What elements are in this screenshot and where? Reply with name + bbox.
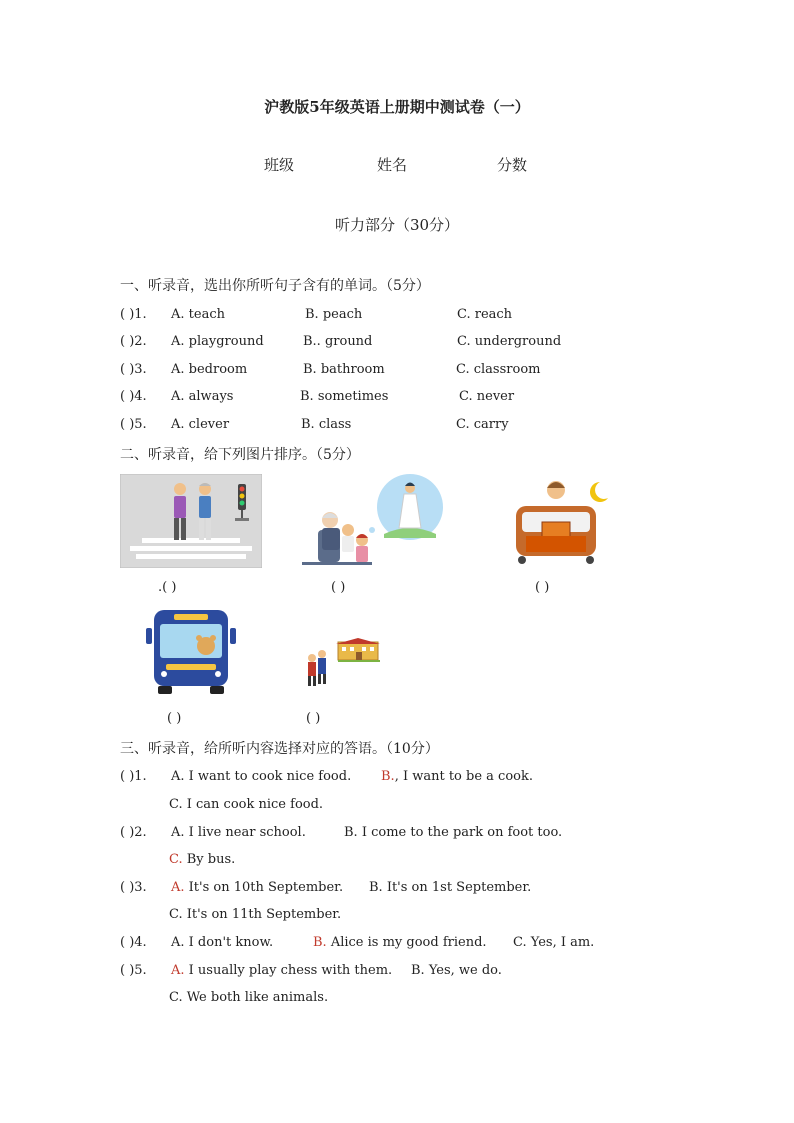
- question-number: ( )4.: [120, 935, 147, 950]
- option-b: [313, 935, 487, 950]
- section3-heading: 三、听录音，给所听内容选择对应的答语。（10分）: [120, 741, 439, 757]
- score-label: 分数: [497, 156, 528, 174]
- answer-blank[interactable]: .( ): [158, 580, 177, 595]
- section1-heading: 一、听录音，选出你所听句子含有的单词。（5分）: [120, 278, 430, 294]
- option-a: A. I don't know.: [171, 935, 274, 950]
- answer-letter: B.: [381, 769, 395, 784]
- option-c: C. Yes, I am.: [513, 935, 595, 950]
- option-c: C. classroom: [456, 362, 541, 377]
- crosswalk-picture: [120, 474, 262, 568]
- option-text: , I want to be a cook.: [394, 769, 533, 784]
- option-c: C. reach: [457, 307, 513, 322]
- section2-heading: 二、听录音，给下列图片排序。（5分）: [120, 447, 360, 463]
- option-text: Alice is my good friend.: [326, 935, 487, 950]
- option-a: A. playground: [171, 334, 264, 349]
- option-text: By bus.: [182, 852, 236, 867]
- answer-letter: A.: [171, 880, 185, 895]
- question-number: ( )1.: [120, 769, 147, 784]
- answer-blank[interactable]: ( ): [331, 580, 346, 595]
- name-label: 姓名: [377, 156, 408, 174]
- question-number: ( )3.: [120, 880, 147, 895]
- question-number: ( )1.: [120, 307, 147, 322]
- option-c: C. I can cook nice food.: [169, 797, 324, 812]
- option-a: A. I want to cook nice food.: [171, 769, 352, 784]
- option-c: [169, 852, 235, 867]
- answer-letter: A.: [171, 963, 185, 978]
- question-number: ( )2.: [120, 825, 147, 840]
- option-a: [171, 880, 343, 895]
- option-b: B. Yes, we do.: [411, 963, 502, 978]
- grandma-story-picture: [302, 474, 444, 568]
- answer-letter: B.: [313, 935, 327, 950]
- option-c: C. underground: [457, 334, 562, 349]
- exam-title: 沪教版5年级英语上册期中测试卷（一）: [264, 98, 530, 116]
- answer-letter: C.: [169, 852, 183, 867]
- school-picture: [302, 638, 380, 690]
- option-b: B. bathroom: [303, 362, 385, 377]
- bed-picture: [508, 478, 613, 566]
- question-number: ( )2.: [120, 334, 147, 349]
- option-b: B. class: [301, 417, 352, 432]
- option-b: [381, 769, 533, 784]
- option-a: A. always: [171, 389, 234, 404]
- option-c: C. It's on 11th September.: [169, 907, 342, 922]
- option-c: C. carry: [456, 417, 509, 432]
- answer-blank[interactable]: ( ): [535, 580, 550, 595]
- option-b: B. It's on 1st September.: [369, 880, 532, 895]
- class-label: 班级: [264, 156, 295, 174]
- option-a: A. I live near school.: [171, 825, 306, 840]
- option-c: C. never: [459, 389, 515, 404]
- option-c: C. We both like animals.: [169, 990, 329, 1005]
- option-text: It's on 10th September.: [184, 880, 344, 895]
- question-number: ( )4.: [120, 389, 147, 404]
- option-a: A. bedroom: [171, 362, 248, 377]
- option-b: B. peach: [305, 307, 363, 322]
- question-number: ( )5.: [120, 963, 147, 978]
- option-a: [171, 963, 392, 978]
- option-a: A. teach: [171, 307, 225, 322]
- answer-blank[interactable]: ( ): [306, 711, 321, 726]
- option-b: B.. ground: [303, 334, 373, 349]
- listening-part-title: 听力部分（30分）: [334, 216, 460, 234]
- option-b: B. I come to the park on foot too.: [344, 825, 563, 840]
- bus-picture: [146, 608, 236, 696]
- question-number: ( )5.: [120, 417, 147, 432]
- option-a: A. clever: [171, 417, 230, 432]
- answer-blank[interactable]: ( ): [167, 711, 182, 726]
- option-b: B. sometimes: [300, 389, 389, 404]
- option-text: I usually play chess with them.: [184, 963, 393, 978]
- question-number: ( )3.: [120, 362, 147, 377]
